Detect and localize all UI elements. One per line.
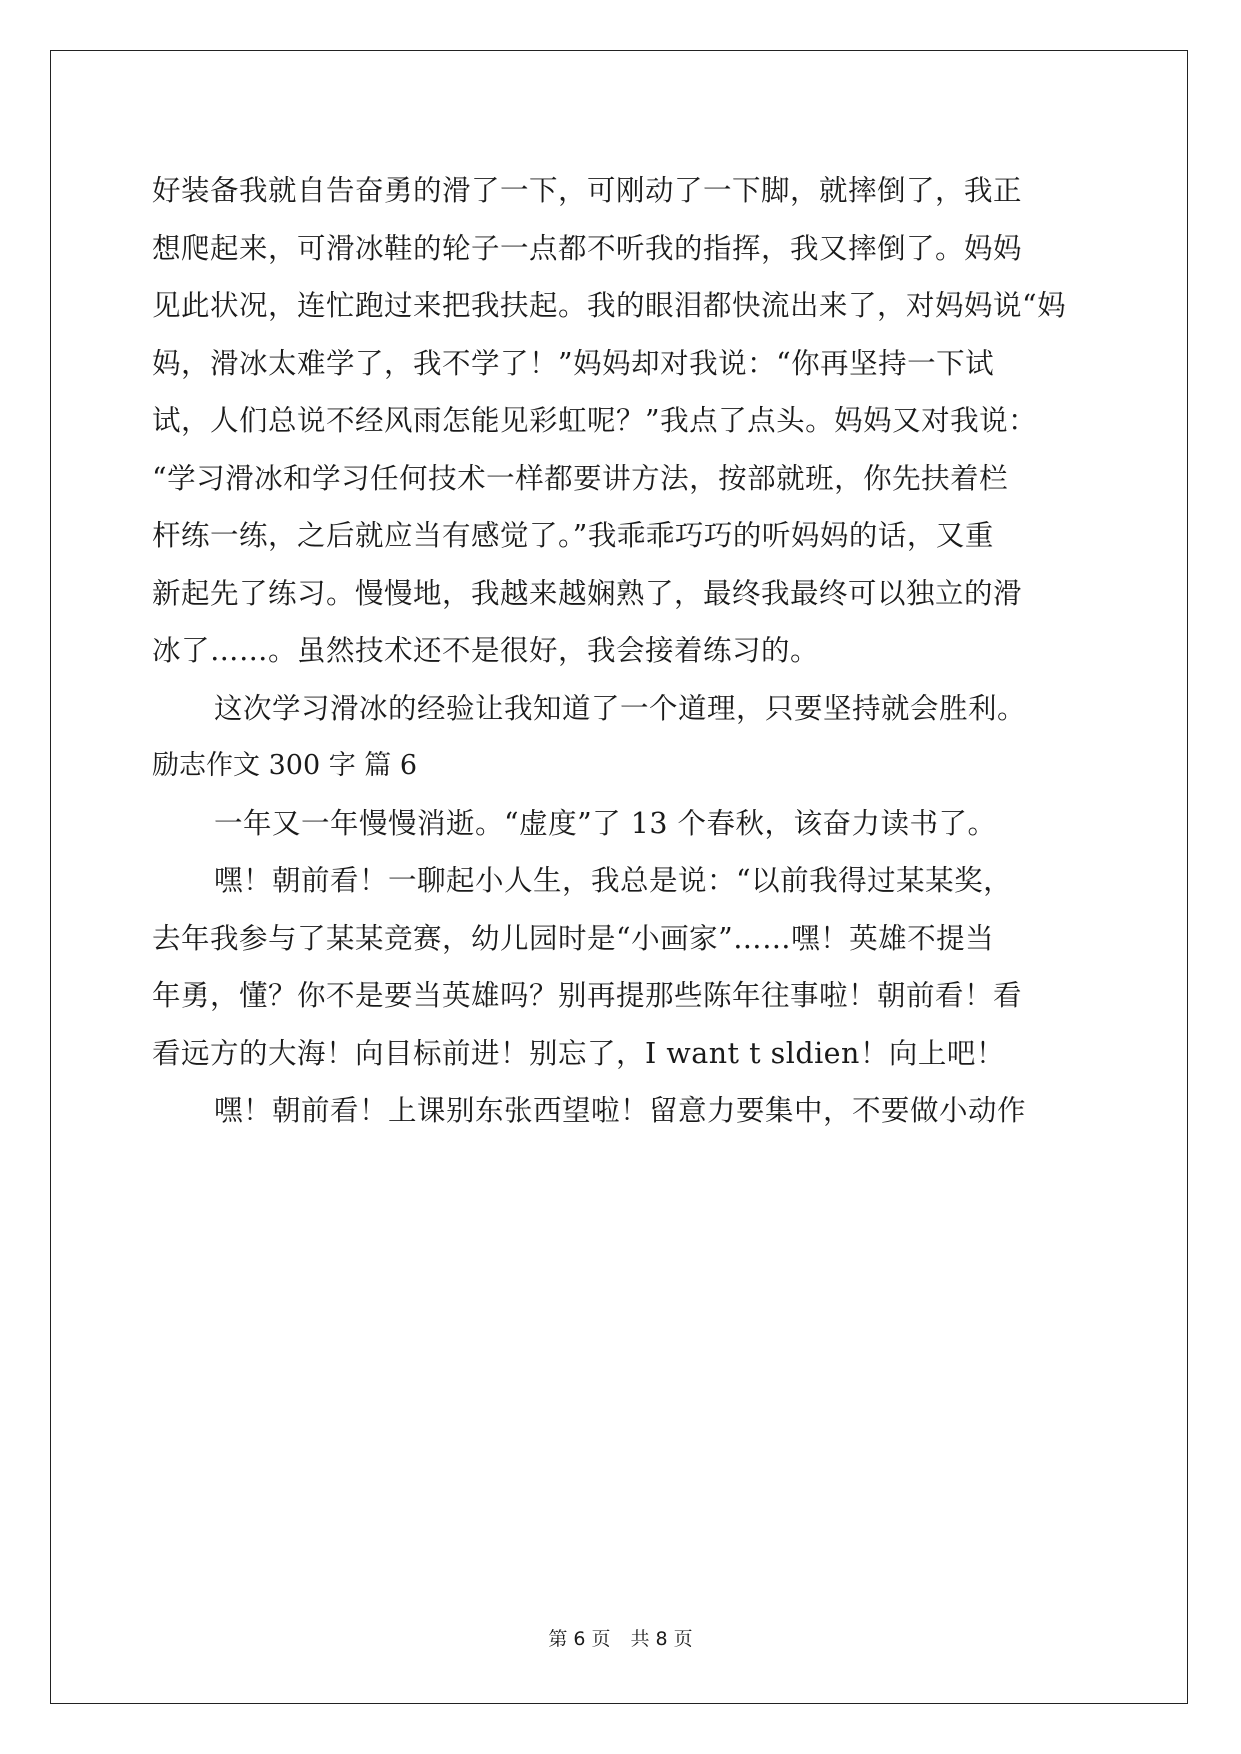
text-line: 试，人们总说不经风雨怎能见彩虹呢？”我点了点头。妈妈又对我说：: [152, 404, 1038, 437]
text-line: 新起先了练习。慢慢地，我越来越娴熟了，最终我最终可以独立的滑: [152, 576, 1023, 610]
text-line: 看远方的大海！向目标前进！别忘了，I want t sldien！向上吧！: [152, 1036, 1005, 1070]
page-number: 第 6 页: [548, 1628, 611, 1650]
paragraph-start-line: 嘿！朝前看！上课别东张西望啦！留意力要集中，不要做小动作: [214, 1094, 1027, 1127]
page-footer: [0, 1624, 1241, 1651]
text-line: 见此状况，连忙跑过来把我扶起。我的眼泪都快流出来了，对妈妈说“妈: [152, 289, 1067, 322]
text-line: 想爬起来，可滑冰鞋的轮子一点都不听我的指挥，我又摔倒了。妈妈: [152, 231, 1023, 265]
text-line: “学习滑冰和学习任何技术一样都要讲方法，按部就班，你先扶着栏: [152, 461, 1009, 495]
page-total: 共 8 页: [630, 1628, 693, 1650]
document-body: [152, 162, 1088, 1140]
paragraph-start-line: 一年又一年慢慢消逝。“虚度”了 13 个春秋，该奋力读书了。: [214, 806, 997, 840]
section-heading: 励志作文 300 字 篇 6: [152, 750, 418, 781]
paragraph-start-line: 嘿！朝前看！一聊起小人生，我总是说：“以前我得过某某奖，: [214, 864, 1013, 897]
text-line: 妈，滑冰太难学了，我不学了！”妈妈却对我说：“你再坚持一下试: [152, 346, 995, 380]
paragraph-start-line: 这次学习滑冰的经验让我知道了一个道理，只要坚持就会胜利。: [214, 691, 1027, 725]
text-line: 好装备我就自告奋勇的滑了一下，可刚动了一下脚，就摔倒了，我正: [152, 174, 1023, 207]
text-line: 年勇，懂？你不是要当英雄吗？别再提那些陈年往事啦！朝前看！看: [152, 979, 1023, 1012]
text-line: 冰了……。虽然技术还不是很好，我会接着练习的。: [152, 634, 820, 667]
text-line: 杆练一练，之后就应当有感觉了。”我乖乖巧巧的听妈妈的话，又重: [152, 519, 994, 552]
text-line: 去年我参与了某某竞赛，幼儿园时是“小画家”……嘿！英雄不提当: [152, 921, 995, 955]
